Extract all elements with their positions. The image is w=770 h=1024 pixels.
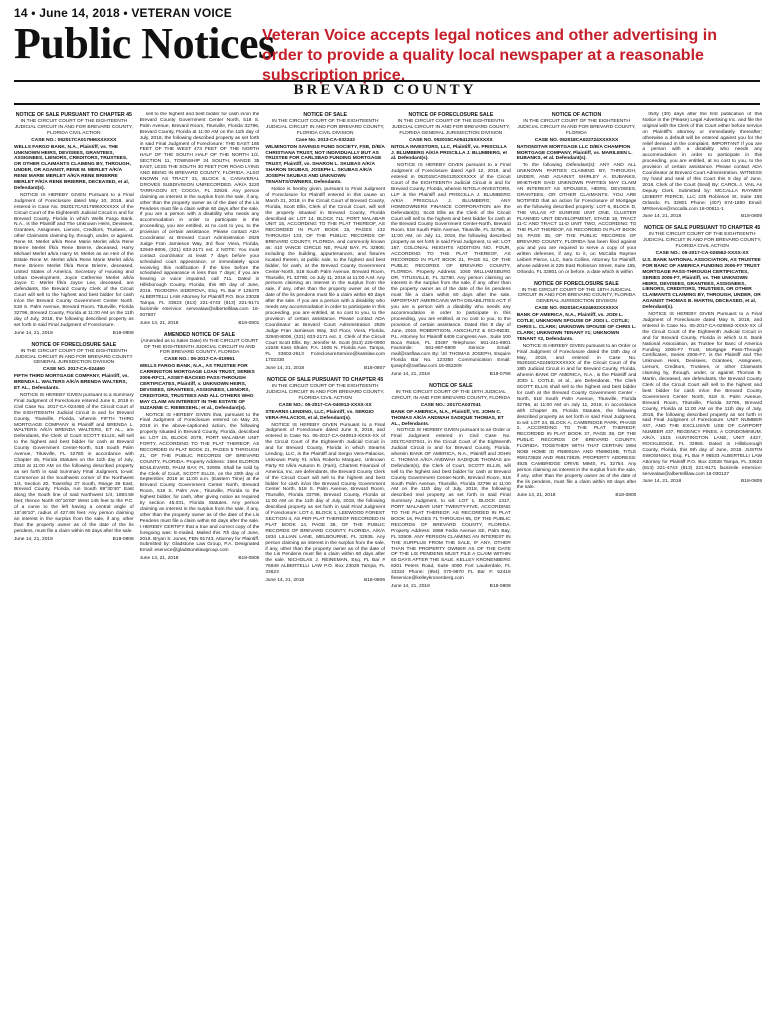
legal-notice (14, 342, 134, 543)
notice-column (517, 112, 637, 1017)
notice-body: NOTICE IS HEREBY GIVEN Pursuant to a Final Judgment of Foreclosure dated June 5, 2018, and entered in Case No. 05-2017-CA-040913-XXXX-XX of the Circuit Court of the Eighteenth Judicial Circuit in and for Brevard County, Florida in which Stearns Lending, LLC, is the Plaintiff and Sergio Vera-Palacios, Unknown Party #1 n/k/a Roberto Marquez, Unknown Party #2 n/k/a Autumn E. (Fam), Chartest Financial of America, Inc. are defendants, the Brevard County Clerk of the Circuit Court will sell to the highest and best bidder for cash in/on the Brevard County Government Center North, 518 S. Palm Avenue, Brevard Room, Titusville, Florida 32796, Brevard County, Florida at 11:00 AM on the 11th day of July, 2018, the following described property as set forth in said Final Judgment of Foreclosure: LOT 4, BLOCK 1, LEEWOOD FOREST SECTION 4, AS PER PLAT THEREOF RECORDED IN PLAT BOOK 14, PAGE 38, OF THE PUBLIC RECORDS OF BREVARD COUNTY, FLORIDA. A/K/A 1834 LILLIAN LANE, MELBOURNE, FL 32935. Any person claiming an interest in the surplus from the sale, if any, other than the property owner as of the date of the Lis Pendens must file a claim within 60 days after the sale. NICHOLAS J. REINEMAN, Esq. FL Bar # 76949 ALBERTELLI LAW P.O. Box 23028 Tampa, FL 33623 (265, 422, 386, 576)
notice-title: NOTICE OF SALE (429, 382, 473, 389)
publication-line (14, 331, 134, 337)
notice-id: B18-0808 (112, 330, 134, 336)
publication-line (140, 556, 260, 562)
notice-title: NOTICE OF SALE PURSUANT TO CHAPTER 45 (644, 225, 761, 232)
notice-column (14, 112, 134, 1017)
notice-title: NOTICE OF SALE (303, 112, 347, 118)
notice-id: B18-0809 (741, 214, 763, 220)
publication-dates: June 14, 21, 2018 (265, 578, 305, 584)
case-parties: U.S. BANK NATIONAL ASSOCIATION, AS TRUSTEE FOR BANC OF AMERICA FUNDING 2006-F7 TRUST MORTGAGE PASS-THROUGH CERTIFICATES, SERIES 2006-F7, Plaintiff, vs. THE UNKNOWN HEIRS, DEVISEES, GRANTEES, ASSIGNEES, LIENORS, CREDITORS, TRUSTEES, OR OTHER CLAIMANTS CLAIMING BY, THROUGH, UNDER, OR AGAINST THOMAS B. MARTIN, DECEASED, et al, Defendant(s). (642, 257, 761, 311)
notice-columns (14, 112, 762, 1017)
publication-line (642, 214, 762, 220)
case-number: CASE NO.: 05-2017-CA-040913-XXXX-XX (278, 402, 372, 408)
publication-dates: June 14, 21, 2018 (14, 536, 53, 542)
court-name: IN THE CIRCUIT COURT OF THE EIGHTEENTH JUDICIAL CIRCUIT IN AND FOR BREVARD COUNTY, FLORIDA CIVIL DIVISION (266, 119, 385, 136)
case-number: CASE NO.: 052017CA017696XXXXXX (31, 137, 117, 143)
notice-title: NOTICE OF SALE PURSUANT TO CHAPTER 45 (15, 112, 132, 118)
notice-id: B18-0800 (615, 493, 637, 499)
notice-body: NOTICE IS HEREBY GIVEN pursuant to an Order or Final Judgment entered in Civil Case No. 2017CA037041, in the Circuit Court of the Eighteenth Judicial Circuit in and for Brevard County, Florida, wherein BANK OF AMERICA, N.A., Plaintiff and JOHN C. THOMAS A/K/A ANDWAH SADIQUE THOMAS are Defendant(s), the Clerk of Court, SCOTT ELLIS, will sell to the highest and best bidder for cash at Brevard County Government Center-North, Brevard Room, 518 South Palm Avenue, Titusville, Florida 32796 at 11:00 AM on the 11th day of July, 2018, the following described real property as set forth in said Final Summary Judgment, to wit: LOT 1, BLOCK 1317, PORT MALABAR UNIT TWENTY-FIVE, ACCORDING TO THE PLAT THEREOF, AS RECORDED IN PLAT BOOK 16, PAGES 71 THROUGH 85, OF THE PUBLIC RECORDS OF BREVARD COUNTY, FLORIDA. Property Address: 2868 Fedia Avenue SE, Palm Bay, FL 32909. ANY PERSON CLAIMING AN INTEREST IN THE SURPLUS FROM THE SALE, IF ANY, OTHER THAN THE PROPERTY OWNER AS OF THE DATE OF THE LIS PENDENS MUST FILE A CLAIM WITHIN 60 DAYS AFTER THE SALE. KELLEY KRONENBERG 8201 Peters Road, Suite 4000 Fort Lauderdale, FL 33324 Phone: (954) 370-9970 FL Bar #: 52418 fleservice@kelleykronenberg.com (391, 428, 511, 582)
publication-dates: June 14, 21, 2018 (139, 320, 179, 326)
issue-line: 14 • June 14, 2018 • VETERAN VOICE (14, 6, 232, 20)
notice-title: NOTICE OF ACTION (551, 112, 602, 118)
county-heading: BREVARD COUNTY (293, 82, 477, 98)
legal-notice (391, 112, 511, 378)
legal-notice (140, 332, 260, 563)
publication-dates: June 14, 21, 2018 (642, 214, 682, 220)
notice-title: NOTICE OF FORECLOSURE SALE (408, 112, 494, 118)
notice-title: AMENDED NOTICE OF SALE (163, 331, 236, 338)
notice-column (642, 112, 762, 1017)
case-parties: BANK OF AMERICA, N.A., Plaintiff, vs. JODI L. COTLE; UNKNOWN SPOUSE OF JODI L. COTLE; CHRIS L. CLARK; UNKNOWN SPOUSE OF CHRIS L. CLARK; UNKNOWN TENANT #1; UNKNOWN TENANT #2, Defendants. (516, 313, 637, 342)
bottom-rule (14, 103, 760, 105)
case-number: CASE NO. 052016CA024602XXXXXX (534, 306, 619, 312)
notice-body: NOTICE IS HEREBY GIVEN Pursuant to a Final Judgment of Foreclosure dated May 10, 2018, and entered in Case No. 052017CA017696XXXXXX of the Circuit Court of the Eighteenth Judicial Circuit in and for Brevard County, Florida in which Wells Fargo Bank, N.A., is the Plaintiff and The Unknown Heirs, Devisees, Grantees, Assignees, Lienors, Creditors, Trustees, or other Claimants claiming by, through, under, or against, Rene M. Merlet a/k/a Rene Marie Merlet a/k/a Rene Brierre Merlet f/k/a Rene Brierre, deceased, Harry Michael Merlet a/k/a Harry M. Merlet as an Heir of the Estate Rene M. Merlet a/k/a Rene Marie Merlet a/k/a Rene Brierre Merlet f/k/a Rene Brierre, deceased, United States of America, Secretary of Housing and Urban Development, Joyce Catherine Merlet a/k/a Joyce C. Merlet f/k/a Joyce Lee, deceased, are defendants, the Brevard County Clerk of the Circuit Court will sell to the highest and best bidder for cash in/on the Brevard County Government Center North, 518 S. Palm Avenue, Brevard Room, Titusville, Florida 32796, Brevard County, Florida at 11:00 AM on the 11th day of July, 2018, the following described property as set forth in said Final Judgment of Foreclosure. (14, 192, 134, 328)
notice-title: NOTICE OF SALE PURSUANT TO CHAPTER 45 (267, 377, 384, 384)
legal-notice (642, 225, 762, 485)
legal-notice (265, 377, 385, 584)
notice-body: Notice is hereby given, pursuant to Final Judgment of Foreclosure for Plaintiff entered in this cause on March 21, 2018, in the Circuit Court of Brevard County, Florida, Scott Ellis, Clerk of the Circuit Court, will sell the property situated in Brevard County, Florida described as: LOT 14, BLOCK 711, PORT MALABAR UNIT 15, ACCORDING TO THE PLAT THEREOF, AS RECORDED IN PLAT BOOK 15, PAGES 132 THROUGH 133, OF THE PUBLIC RECORDS OF BREVARD COUNTY, FLORIDA. and commonly known as: 410 VANCE CIRCLE NE, PALM BAY, FL 32905; including the building, appurtenances, and fixtures located therein, at public sale, to the highest and best bidder, for cash, at the Brevard County Government Center-North, 518 South Palm Avenue, Brevard Room, Titusville, FL 32780, on July 11, 2018 at 11:00 A.M. Any persons claiming an interest in the surplus from the sale, if any, other than the property owner as of the date of the lis pendens must file a claim within 60 days after the sale. If you are a person with a disability who needs any accommodation in order to participate in this proceeding, you are entitled, at no cost to you, to the provision of certain assistance. Please contact ADA Coordinator at Brevard Court Administration 2825 Judge Fran Jamieson Way, 3rd Floor, Viera, Florida, 32940-8006, (321) 633-2171 ext. 2. Clerk of the Circuit Court Scott Ellis. By: Jennifer M. Scott (813) 229-0900 x1648 Kass Shuler, P.A. 1505 N. Florida Ave. Tampa, FL 33602-2613 ForeclosureService@kasslaw.com 1702330 (265, 186, 386, 364)
case-number: CASE NO. 2017-CA-024460 (42, 367, 105, 373)
legal-notice (517, 112, 637, 276)
notice-body: NOTICE IS HEREBY GIVEN pursuant to a Summary Final Judgment of Foreclosure entered June 6, 2018 in Civil Case No. 2017-CA-024460 of the Circuit Court of the EIGHTEENTH Judicial Circuit in and for Brevard County, Titusville, Florida, wherein FIFTH THIRD MORTGAGE COMPANY is Plaintiff and BRENDA L. WALTERS A/K/A BRENDA WALTERS, ET AL., are Defendants, the Clerk of Court SCOTT ELLIS, will sell to the highest and best bidder for cash at Brevard County Government Center-North, 518 South Palm Avenue, Titusville, FL 32780 in accordance with Chapter 45, Florida Statutes on the 11th day of July, 2018 at 11:00 AM on the following described property as set forth in said Summary Final Judgment, to-wit: Commence at the Southwest corner of the Northwest 1/4, Section 20, Township 27 South, Range 36 East, Brevard County, Florida, run South 89°30'40" East along the South line of said Northwest 1/4, 1893.58 feet; thence North 00°16'00" West 145 feet to the P.C. of a curve to the left having a central angle of 15°46'10", radius of 427.68 feet. Any person claiming an interest in the surplus from the sale, if any, other than the property owner as of the date of the lis pendens, must file a claim within 60 days after the sale. (14, 392, 134, 534)
notice-title: NOTICE OF FORECLOSURE SALE (31, 341, 117, 348)
case-parties: NITOLA INVESTORS, LLC, Plaintiff, vs. PRISCILLA J. BLUMBERG A/K/A PRISCILLA J. BLUMBERG, et al. Defendant(s). (391, 144, 508, 162)
notice-id: B18-0806 (364, 578, 386, 584)
court-name: IN THE CIRCUIT COURT OF THE EIGHTEENTH JUDICIAL CIRCUIT IN AND FOR BREVARD COUNTY, FLORIDA CIVIL ACTION (14, 119, 133, 136)
court-name: IN THE CIRCUIT COURT OF THE EIGHTEENTH JUDICIAL CIRCUIT IN AND FOR BREVARD COUNTY GENERAL JURISDICTION DIVISION (15, 348, 133, 366)
publication-line (391, 584, 511, 590)
publication-line (517, 493, 637, 499)
notice-body: NOTICE IS HEREBY GIVEN pursuant to a Final Judgment of Foreclosure dated April 12, 2018, and entered in 052015CA054125XXXXXX of the Circuit Court of the EIGHTEENTH Judicial Circuit in and for Brevard County, Florida, wherein NITOLA INVESTORS, LLP is the Plaintiff and PRISCILLA J. BLUMBERG A/K/A PRISCILLA J. BLUMBERG; ANY HOMEOWNERS FINANCE CORPORATION are the Defendant(s). Scott Ellis as the Clerk of the Circuit Court will sell to the highest and best bidder for cash at the Brevard County Government Center-North, Brevard Room, 518 South Palm Avenue, Titusville, FL 32796, at 11:00 AM, on July 11, 2018, the following described property as set forth in said Final Judgment, to wit: LOT 167, COLONIAL HEIGHTS ADDITION NO. FOUR, ACCORDING TO THE PLAT THEREOF, AS RECORDED IN PLAT BOOK 21, PAGE 51, OF THE PUBLIC RECORDS OF BREVARD COUNTY, FLORIDA. Property Address: 1060 WILLIAMSBURG DR, TITUSVILLE, FL 32780. Any person claiming an interest in the surplus from the sale, if any, other than the property owner as of the date of the lis pendens must file a claim within 60 days after the sale. IMPORTANT AMERICANS WITH DISABILITIES ACT: If you are a person with a disability who needs any accommodation in order to participate in this proceeding, you are entitled, at no cost to you, to the provision of certain assistance. Dated this 8 day of June, 2018. ROBERTSON, ANSCHUTZ & SCHNEID, P.L. Attorney for Plaintiff 6409 Congress Ave., Suite 100 Boca Raton, FL 33487 Telephone: 561-241-6901 Facsimile: 561-997-6909 Service Email: mail@rasflaw.com By: \S\ THOMAS JOSEPH, Esquire Florida Bar No. 123350 Communication Email: tjoseph@rasflaw.com 16-052209 (391, 163, 511, 370)
publication-line (265, 578, 385, 584)
notice-body: sell to the highest and best bidder for cash in/on the Brevard County Government Center North, 518 S. Palm Avenue, Brevard Room, Titusville, Florida 32796, Brevard County, Florida at 11:00 AM on the 11th day of July, 2018, the following described property as set forth in said Final Judgment of Foreclosure: THE EAST 165 FEET OF THE WEST 473 FEET OF THE NORTH HALF OF THE SOUTH HALF OF THE NORTH 1/2, SECTION 11, TOWNSHIP 24 SOUTH, RANGE 35 EAST, LESS THE SOUTH 30 FEET FOR ROAD LYING AND BEING IN BREVARD COUNTY, FLORIDA. ALSO KNOWN AS TRACT 31, BLOCK 5, CANAVERAL GROVES SUBDIVISION UNRECORDED. A/K/A 3220 TARRAGON ST, COCOA, FL 32926. Any person claiming an interest in the surplus from the sale, if any, other than the property owner as of the date of the Lis Pendens must file a claim within 60 days after the sale. If you are a person with a disability who needs any accommodation in order to participate in this proceeding, you are entitled, at no cost to you, to the provision of certain assistance. Please contact ADA Coordinator at Brevard Court Administration 2825 Judge Fran Jamieson Way, 3rd floor Viera, Florida, 32940-8006, (321) 633-2171 ext. 2 NOTE: You must contact coordinator at least 7 days before your scheduled court appearance, or immediately upon receiving this notification if the time before the scheduled appearance is less than 7 days; if you are hearing or voice impaired, call 711. Dated in Hillsborough County, Florida, this 9th day of June, 2018. TEODORA SIDEROVA, Esq. FL Bar # 125470 ALBERTELLI LAW Attorney for Plaintiff P.O. Box 23028 Tampa, FL 33623 (813) 221-4743 (813) 221-9171 facsimile eService: servealaw@albertellilaw.com 16-007807 (139, 112, 260, 318)
case-parties: WILMINGTON SAVINGS FUND SOCIETY, FSB, D/B/A CHRISTIANA TRUST, NOT INDIVIDUALLY BUT AS TRUSTEE FOR CARLSBAD FUNDING MORTGAGE TRUST, Plaintiff, vs. SHARON L. SKUBAS A/K/A SHARON SKUBAS, JOSEPH L. SKUBAS A/K/A JOSEPH SKUBAS AND UNKNOWN TENANTS/OWNERS, Defendants. (265, 144, 385, 186)
court-name: IN THE CIRCUIT COURT OF THE EIGHTEENTH JUDICIAL CIRCUIT IN AND FOR BREVARD COUNTY, FLORIDA CIVIL ACTION (643, 232, 762, 250)
notice-id: B18-0808 (489, 583, 511, 589)
publication-line (642, 479, 762, 485)
legal-notice (14, 112, 134, 337)
publication-line (265, 366, 385, 372)
court-name: (Amended as to Sales Date) IN THE CIRCUIT COURT OF THE EIGHTEENTH JUDICIAL CIRCUIT IN AND FOR BREVARD COUNTY, FLORIDA (140, 338, 259, 356)
legal-notice (642, 112, 762, 220)
notice-body: To the following Defendant(s): ANY AND ALL UNKNOWN PARTIES CLAIMING BY, THROUGH, UNDER, AND AGAINST SHIRLEY A. EUBANKS, WHETHER SAID UNKNOWN PARTIES MAY CLAIM AN INTEREST AS SPOUSES, HEIRS, DEVISEES, GRANTEES, OR OTHER CLAIMANTS. YOU ARE NOTIFIED that an action for Foreclosure of Mortgage on the following described property: LOT 6, BLOCK D, THE VILLAS AT SUNRISE UNIT ONE, CLUSTER PLANNED UNIT DEVELOPMENT, STAGE 18, TRACT 11-C AND TRACT 11-D UNIT TWO, ACCORDING TO THE PLAT THEREOF, AS RECORDED IN PLAT BOOK 34, PAGE 35, OF THE PUBLIC RECORDS OF BREVARD COUNTY, FLORIDA has been filed against you and you are required to serve a copy of your written defenses, if any, to it, on McCalla Raymer Leibert Pierce, LLC, Sara Collins, Attorney for Plaintiff, whose address is 225 East Robinson Street, Suite 155, Orlando, FL 32801 on or before, a date which is within (516, 163, 637, 275)
notice-column (265, 112, 385, 1017)
publication-dates: June 14, 21, 2018 (516, 493, 556, 499)
publication-dates: June 14, 21, 2018 (265, 366, 305, 372)
publication-dates: June 14, 21, 2018 (139, 556, 179, 562)
court-name: IN THE CIRCUIT COURT OF THE 18TH JUDICIAL CIRCUIT IN AND FOR BREVARD COUNTY, FLORIDA GENERAL JURISDICTION DIVISION (517, 287, 636, 305)
notice-column (140, 112, 260, 1017)
notice-id: B18-0796 (489, 372, 511, 378)
notice-title: NOTICE OF FORECLOSURE SALE (534, 280, 619, 287)
notice-body: NOTICE IS HEREBY GIVEN Pursuant to a Final Judgment of Foreclosure dated May 8, 2018, and entered in Case No. 05-2017-CA-026562-XXXX-XX of the Circuit Court of the Eighteenth Judicial Circuit in and for Brevard County, Florida in which U.S. Bank National Association, as Trustee for Banc of America Funding 2006-F7 Trust, Mortgage Pass-Through Certificates, Series 2006-F7, is the Plaintiff and The Unknown Heirs, Devisees, Grantees, Assignees, Lienors, Creditors, Trustees, or other Claimants claiming by, through, under, or against Thomas B. Martin, deceased, are defendants, the Brevard County Clerk of the Circuit Court will sell to the highest and best bidder for cash in/on the Brevard County Government Center North, 518 S. Palm Avenue, Brevard Room, Titusville, Florida 32796, Brevard County, Florida at 11:00 AM on the 11th day of July, 2018, the following described property as set forth in said Final Judgment of Foreclosure: UNIT NUMBER 437, AND THE EXCLUSIVE USE OF CARPORT NUMBER 437, REGENCY PINES, A CONDOMINIUM. A/K/A 1515 HUNTINGTON LANE, UNIT 4427, ROCKLEDGE, FL 32955. Dated in Hillsborough County, Florida, this 9th day of June, 2018. JUSTIN SWOSINSKI, Esq. FL Bar # 96533 ALBERTELLI LAW Attorney for Plaintiff P.O. Box 23028 Tampa, FL 33623 (813) 221-4743 (813) 221-9171 facsimile eService: servealaw@albertellilaw.com 16-030127 (642, 312, 763, 477)
court-name: IN THE CIRCUIT COURT OF THE EIGHTEENTH JUDICIAL CIRCUIT IN AND FOR BREVARD COUNTY, FLORIDA CIVIL ACTION (266, 384, 385, 401)
case-number: CASE NO. 052015CA054125XXXXXX (409, 137, 493, 143)
case-parties: FIFTH THIRD MORTGAGE COMPANY, Plaintiff, vs. BRENDA L. WALTERS A/K/A BRENDA WALTERS, ET AL., Defendants. (14, 374, 129, 392)
notice-id: B18-0808 (112, 536, 134, 542)
notice-body: thirty (30) days after the first publication of this Notice in the (Please) Legal Advertising Inc. and file the original with the Clerk of this Court either before service on Plaintiff's attorney or immediately thereafter; otherwise a default will be entered against you for the relief demand in the complaint. IMPORTANT If you are a person with a disability who needs any accommodation in order to participate in this proceeding, you are entitled, at no cost to you, to the provision of certain assistance. Please contact ADA Coordinator at Brevard Court Administration. WITNESS my hand and seal of this Court this 5 day of June, 2018. Clerk of the Court (Seal) By: CAROL J. VAIL As Deputy Clerk. Submitted by: MCCALLA RAYMER LEIBERT PIERCE, LLC 225 Robinson St, Suite 155 Orlando, FL 32801 Phone: (407) 674-1850 Email: MRService@mccalla.com 18-00611-1 (642, 112, 763, 212)
tagline: Veteran Voice accepts legal notices and other advertising in order to provide a quality local newspaper at a reasonable subscription price. (262, 27, 717, 84)
case-parties: STEARNS LENDING, LLC, Plaintiff, vs. SERGIO VERA-PALACIOS, et al, Defendant(s). (265, 409, 374, 421)
notice-body: NOTICE IS HEREBY GIVEN pursuant to an Order or Final Judgment of Foreclosure dated the 15th day of May, 2018, and entered in Case No. 052016CA024602XXXXXX of the Circuit Court of the 18th Judicial Circuit in and for Brevard County, Florida, wherein BANK OF AMERICA, N.A., is the Plaintiff and JODI L. COTLE, et al., are Defendants. The Clerk SCOTT ELLIS shall sell to the highest and best bidder for cash at the Brevard County Government Center - North, 518 South Palm Avenue, Titusville, Florida 32796, at 11:00 AM on July 11, 2018, in accordance with Chapter 45, Florida Statutes, the following described property as set forth in said Final Judgment, to wit: LOT 24, BLOCK A, CAMBRIDGE PARK, PHASE 2, ACCORDING TO THE PLAT THEREOF, RECORDED IN PLAT BOOK 37, PAGE 38, OF THE PUBLIC RECORDS OF BREVARD COUNTY, FLORIDA. TOGETHER WITH THAT CERTAIN 1994 NOBI HOME ID #N89019A AND #N89019B, TITLE #69173828 AND #69173829. PROPERTY ADDRESS: 4925 CAMBRIDGE DRIVE MIMS, FL 32754. Any person claiming an interest in the surplus from the sale, if any, other than the property owner as of the date of the lis pendens, must file a claim within 60 days after the sale. (516, 343, 637, 491)
notice-id: B18-0805 (238, 556, 260, 562)
notice-body: NOTICE IS HEREBY GIVEN that, pursuant to the Final Judgment of Foreclosure entered on May 23, 2018 in the above-captioned action, the following property situated in Brevard County, Florida, described as: LOT 15, BLOCK 2078, PORT MALABAR UNIT FORTY, ACCORDING TO THE PLAT THEREOF, AS RECORDED IN PLAT BOOK 21, PAGES 5 THROUGH 21, OF THE PUBLIC RECORDS OF BREVARD COUNTY, FLORIDA. Property Address: 1564 ELDRON BOULEVARD, PALM BAY, FL 32909. Shall be sold by the Clerk of Court, SCOTT ELLIS, on the 20th day of September, 2018 at 11:00 a.m. (Eastern Time) at the Brevard County Government Center North, Brevard Room, 518 S. Palm Ave., Titusville, Florida to the highest bidder, for cash, after giving notice as required by section 45.031, Florida Statutes. Any person claiming an interest in the surplus from the sale, if any, other than the property owner as of the date of the Lis Pendens must file a claim within 60 days after the sale. I HEREBY CERTIFY that a true and correct copy of the foregoing was: E-mailed, Mailed this 7th day of June, 2018. Bryan S. Jones, FBN 91743, Attorney for Plaintiff. Submitted by: Gladstone Law Group, P.A. Designated Email: eservice@gladstonelawgroup.com (139, 412, 260, 554)
court-name: IN THE CIRCUIT COURT OF THE 18TH JUDICIAL CIRCUIT, IN AND FOR BREVARD COUNTY, FLORIDA (391, 389, 511, 401)
case-parties: WELLS FARGO BANK, N.A., Plaintiff, vs. THE UNKNOWN HEIRS, DEVISEES, GRANTEES, ASSIGNEES, LIENORS, CREDITORS, TRUSTEES, OR OTHER CLAIMANTS CLAIMING BY, THROUGH, UNDER, OR AGAINST, RENE M. MERLET A/K/A RENE MARIE MERLET A/K/A RENE BRIERRE MERLET F/K/A RENE BRIERRE, DECEASED, et al, Defendant(s). (14, 144, 131, 191)
case-number: CASE NO.: 2017CA037041 (420, 402, 481, 408)
case-parties: NATIONSTAR MORTGAGE LLC D/B/A CHAMPION MORTGAGE COMPANY, Plaintiff, vs. MARILEEN L. EUBANKS, et al. Defendant(s). (516, 144, 633, 162)
publication-line (391, 372, 511, 378)
court-name: IN THE CIRCUIT COURT OF THE EIGHTEENTH JUDICIAL CIRCUIT IN AND FOR BREVARD COUNTY, FLORIDA (517, 119, 636, 136)
legal-notice (140, 112, 260, 327)
publication-dates: June 14, 21, 2018 (391, 372, 430, 378)
publication-dates: June 14, 21, 2018 (642, 479, 682, 485)
publication-dates: June 14, 21, 2018 (391, 583, 430, 589)
case-number: CASE NO.: 05-2017-CA-026562-XXXX-XX (655, 251, 749, 257)
legal-notice (517, 281, 637, 500)
case-parties: WELLS FARGO BANK, N.A., AS TRUSTEE FOR CARRINGTON MORTGAGE LOAN TRUST, SERIES 2006-RFC1, ASSET-BACKED PASS-THROUGH CERTIFICATES, Plaintiff, v. UNKNOWN HEIRS, DEVISEES, GRANTEES, ASSIGNEES, LIENORS, CREDITORS, TRUSTEES AND ALL OTHERS WHO MAY CLAIM AN INTEREST IN THE ESTATE OF SUZANNE C. RIEBESEHL; et al., Defendant(s). (139, 364, 255, 411)
page-title: Public Notices (14, 19, 275, 68)
case-parties: BANK OF AMERICA, N.A., Plaintiff, VS. JOHN C. THOMAS A/K/A ANDWAH SADIQUE THOMAS, ET AL., Defendants. (391, 409, 504, 427)
case-number: Case No. 2013-CA-032243 (295, 137, 355, 143)
publication-line (14, 537, 134, 543)
publication-dates: June 14, 21, 2018 (14, 330, 53, 336)
court-name: IN THE CIRCUIT COURT OF THE EIGHTEENTH JUDICIAL CIRCUIT IN AND FOR BREVARD COUNTY, FLORIDA GENERAL JURISDICTION DIVISION (391, 119, 510, 136)
legal-notice (265, 112, 385, 372)
notice-column (391, 112, 511, 1017)
case-number: CASE NO.: 05-2017-CA-019951 (164, 357, 235, 363)
notice-id: B18-0807 (364, 366, 386, 372)
notice-id: B18-0801 (238, 320, 260, 326)
legal-notice (391, 383, 511, 590)
case-number: CASE NO. 052018CA022724XXXXXX (534, 137, 619, 143)
publication-line (140, 321, 260, 327)
notice-id: B18-0809 (741, 479, 763, 485)
